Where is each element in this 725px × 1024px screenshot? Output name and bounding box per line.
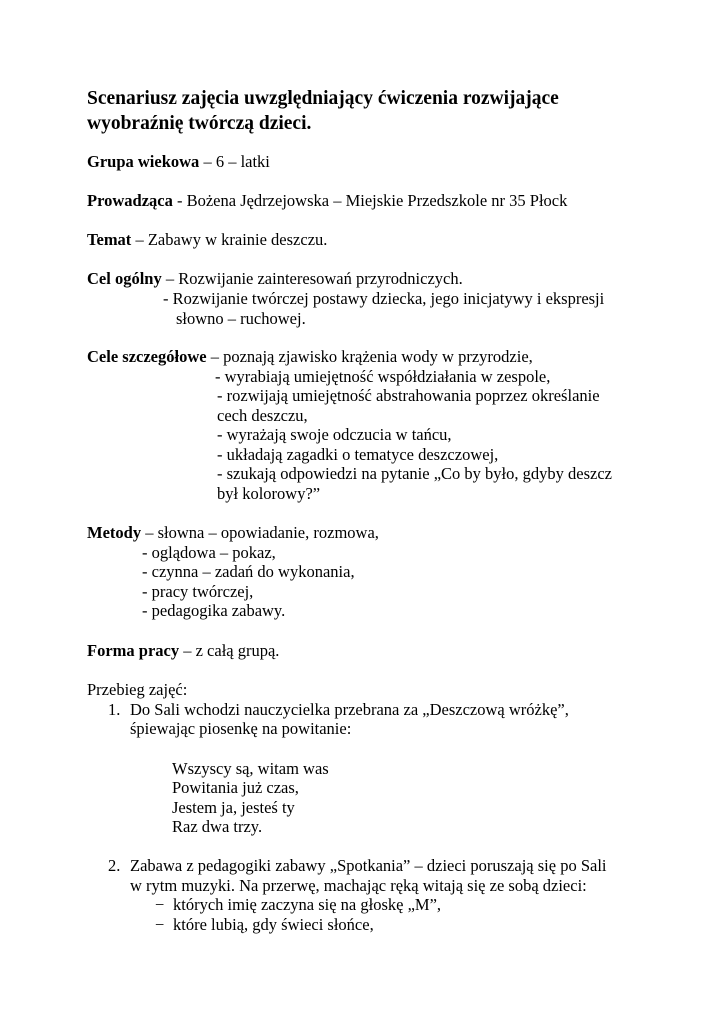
age-group-line [87, 152, 270, 171]
age-group-value: – 6 – latki [203, 152, 270, 171]
poem-line: Raz dwa trzy. [172, 817, 263, 836]
bullet-item: które lubią, gdy świeci słońce, [173, 915, 374, 934]
specific-goal-item: był kolorowy?” [217, 484, 321, 503]
specific-goal-item: cech deszczu, [217, 406, 308, 425]
age-group-label: Grupa wiekowa [87, 152, 200, 171]
specific-goal-item: - szukają odpowiedzi na pytanie „Co by było, gdyby deszcz [217, 464, 612, 483]
methods-label: Metody [87, 523, 142, 542]
work-form-line [87, 641, 279, 660]
document-title-line-1: Scenariusz zajęcia uwzględniający ćwiczenia rozwijające [87, 88, 559, 109]
specific-goal-item: - wyrabiają umiejętność współdziałania w zespole, [215, 367, 551, 386]
topic-value: – Zabawy w krainie deszczu. [135, 230, 328, 249]
work-form-label: Forma pracy [87, 641, 180, 660]
step-1-number: 1. [108, 700, 121, 719]
topic-label: Temat [87, 230, 132, 249]
bullet-item: których imię zaczyna się na głoskę „M”, [173, 895, 442, 914]
specific-goals-line [87, 347, 533, 366]
document-title-line-2: wyobraźnię twórczą dzieci. [87, 113, 312, 134]
specific-goal-item: - rozwijają umiejętność abstrahowania poprzez określanie [217, 386, 600, 405]
step-1-text: śpiewając piosenkę na powitanie: [130, 719, 352, 738]
method-item: - pedagogika zabawy. [142, 601, 286, 620]
method-item: - oglądowa – pokaz, [142, 543, 276, 562]
step-2-text: Zabawa z pedagogiki zabawy „Spotkania” – dzieci poruszają się po Sali [130, 856, 607, 875]
general-goal-item: - Rozwijanie twórczej postawy dziecka, jego inicjatywy i ekspresji [163, 289, 605, 308]
teacher-value: - Bożena Jędrzejowska – Miejskie Przedszkole nr 35 Płock [176, 191, 568, 210]
bullet-dash: − [155, 895, 165, 914]
work-form-value: – z całą grupą. [183, 641, 280, 660]
general-goal-line [87, 269, 463, 288]
poem-line: Jestem ja, jesteś ty [172, 798, 295, 817]
specific-goal-item: - wyrażają swoje odczucia w tańcu, [217, 425, 452, 444]
step-2-text: w rytm muzyki. Na przerwę, machając ręką witają się ze sobą dzieci: [130, 876, 587, 895]
method-item: - pracy twórczej, [142, 582, 254, 601]
step-2-number: 2. [108, 856, 121, 875]
poem-line: Powitania już czas, [172, 778, 299, 797]
method-item: - czynna – zadań do wykonania, [142, 562, 355, 581]
specific-goals-label: Cele szczegółowe [87, 347, 207, 366]
poem-line: Wszyscy są, witam was [172, 759, 329, 778]
general-goal-first: – Rozwijanie zainteresowań przyrodniczych. [165, 269, 463, 288]
topic-line [87, 230, 327, 249]
specific-goals-first: – poznają zjawisko krążenia wody w przyrodzie, [210, 347, 533, 366]
bullet-dash: − [155, 915, 165, 934]
methods-line [87, 523, 379, 542]
general-goal-item: słowno – ruchowej. [176, 309, 306, 328]
general-goal-label: Cel ogólny [87, 269, 162, 288]
step-1-text: Do Sali wchodzi nauczycielka przebrana za „Deszczową wróżkę”, [130, 700, 569, 719]
course-heading: Przebieg zajęć: [87, 680, 188, 699]
methods-first: – słowna – opowiadanie, rozmowa, [145, 523, 379, 542]
teacher-label: Prowadząca [87, 191, 173, 210]
specific-goal-item: - układają zagadki o tematyce deszczowej, [217, 445, 499, 464]
teacher-line [87, 191, 567, 210]
